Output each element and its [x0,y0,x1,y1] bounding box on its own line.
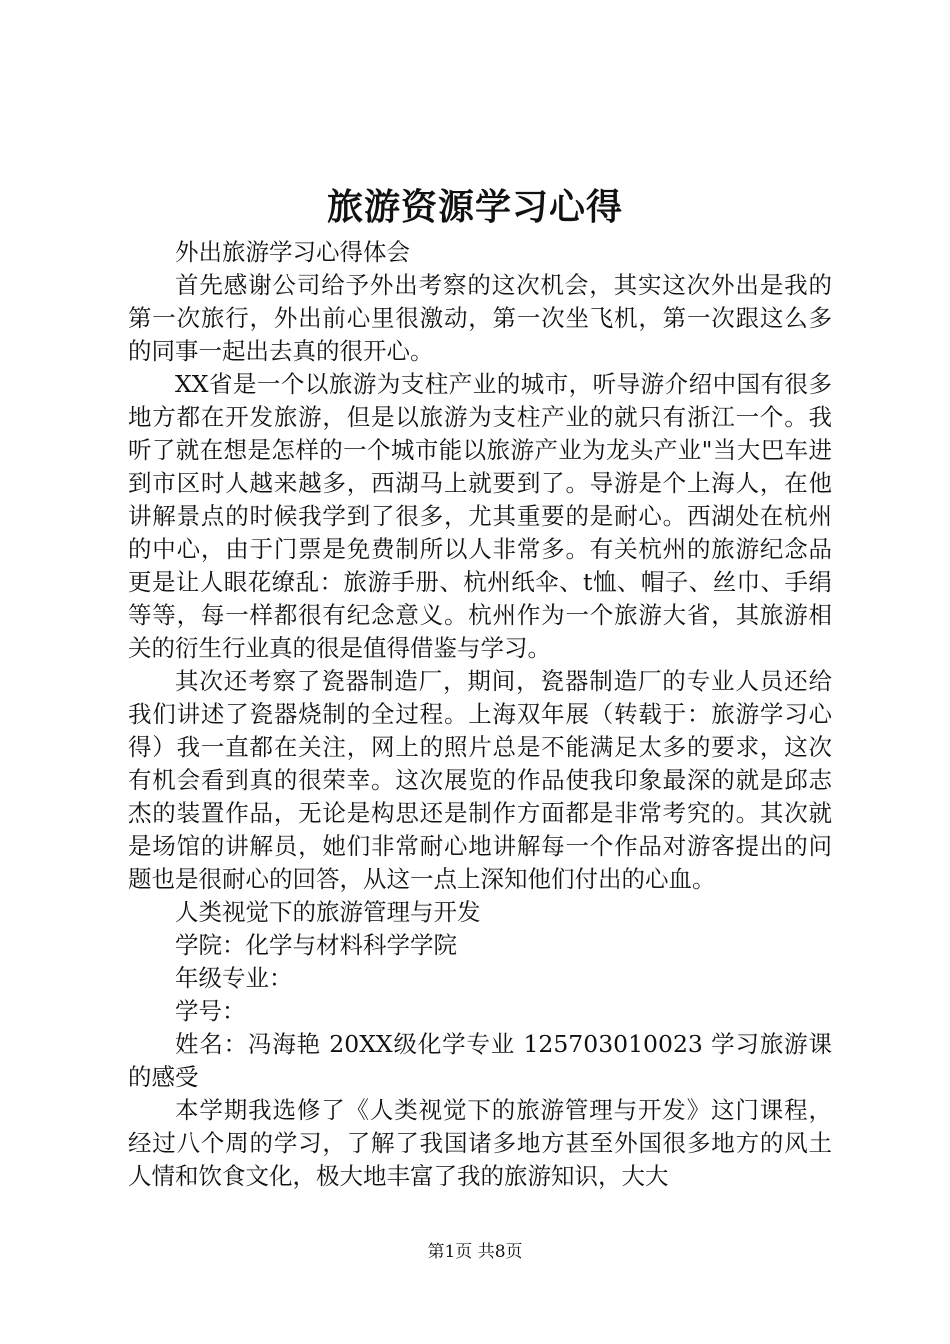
document-title: 旅游资源学习心得 [326,186,623,228]
paragraph-course-intro: 本学期我选修了《人类视觉下的旅游管理与开发》这门课程，经过八个周的学习，了解了我国诸多地方甚至外国很多地方的风土人情和饮食文化，极大地丰富了我的旅游知识，大大 [128,1096,832,1190]
paragraph-hangzhou: XX省是一个以旅游为支柱产业的城市，听导游介绍中国有很多地方都在开发旅游，但是以旅游为支柱产业的就只有浙江一个。我听了就在想是怎样的一个城市能以旅游产业为龙头产业"当大巴车进到市区时人越来越多，西湖马上就要到了。导游是个上海人，在他讲解景点的时候我学到了很多，尤其重要的是耐心。西湖处在杭州的中心，由于门票是免费制所以人非常多。有关杭州的旅游纪念品更是让人眼花缭乱：旅游手册、杭州纸伞、t恤、帽子、丝巾、手绢等等，每一样都很有纪念意义。杭州作为一个旅游大省，其旅游相关的衍生行业真的很是值得借鉴与学习。 [128,370,832,662]
page-number-footer: 第1页 共8页 [427,1242,523,1262]
paragraph-student-id: 学号： [175,997,246,1025]
paragraph-name: 姓名：冯海艳 20XX级化学专业 125703010023 学习旅游课的感受 [128,1030,832,1091]
paragraph-subtitle: 外出旅游学习心得体会 [175,238,410,266]
paragraph-college: 学院：化学与材料科学学院 [175,931,457,959]
paragraph-grade-major: 年级专业： [175,964,293,992]
paragraph-thanks: 首先感谢公司给予外出考察的这次机会，其实这次外出是我的第一次旅行，外出前心里很激动，第一次坐飞机，第一次跟这么多的同事一起出去真的很开心。 [128,271,832,365]
document-body [128,236,832,1193]
paragraph-course-title: 人类视觉下的旅游管理与开发 [175,898,481,926]
paragraph-porcelain: 其次还考察了瓷器制造厂，期间，瓷器制造厂的专业人员还给我们讲述了瓷器烧制的全过程。上海双年展（转载于：旅游学习心得）我一直都在关注，网上的照片总是不能满足太多的要求，这次有机会看到真的很荣幸。这次展览的作品使我印象最深的就是邱志杰的装置作品，无论是构思还是制作方面都是非常考究的。其次就是场馆的讲解员，她们非常耐心地讲解每一个作品对游客提出的问题也是很耐心的回答，从这一点上深知他们付出的心血。 [128,667,832,893]
